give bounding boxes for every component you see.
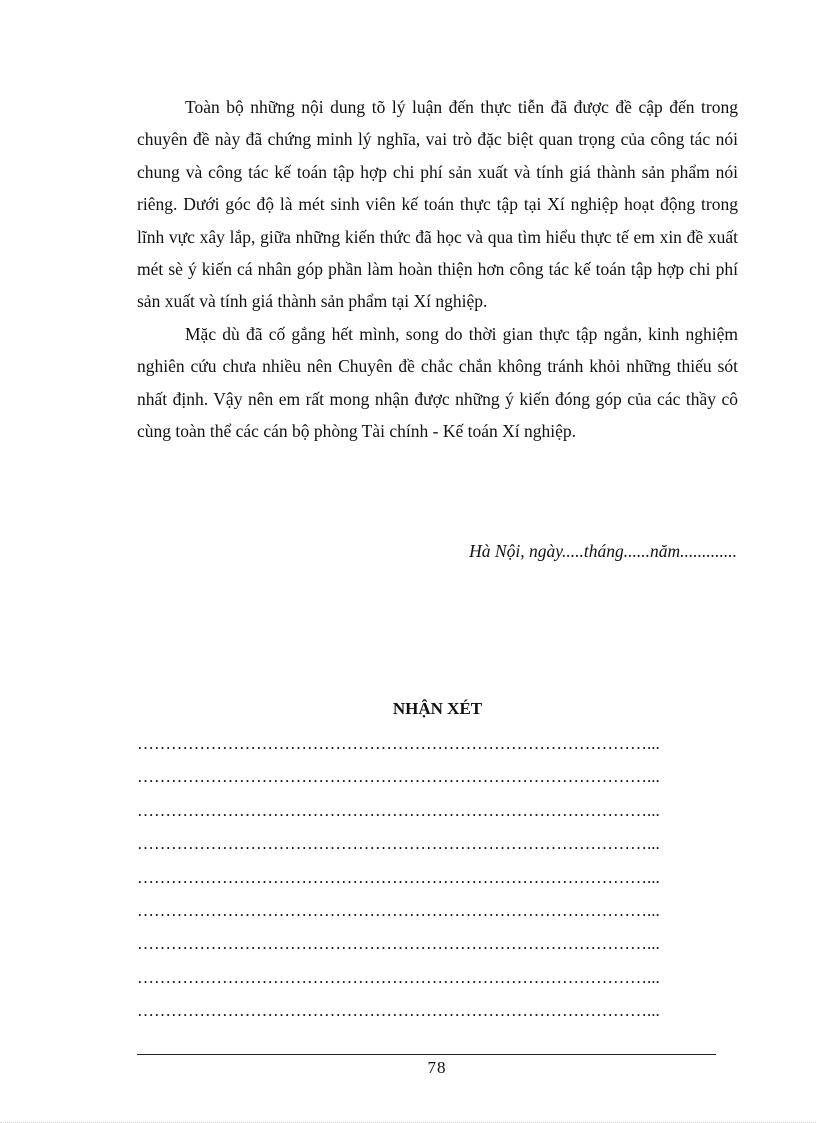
- comment-line: ………………………………………………………………………………...: [137, 800, 660, 820]
- paragraph-conclusion: Toàn bộ những nội dung tõ lý luận đến thực tiễn đã được đề cập đến trong chuyên đề này đã chứng minh lý nghĩa, vai trò đặc biệt quan trọng của công tác nói chung và công tác kế toán tập hợp chi phí sản xuất và tính giá thành sản phẩm nói riêng. Dưới góc độ là mét sinh viên kế toán thực tập tại Xí nghiệp hoạt động trong lĩnh vực xây lắp, giữa những kiến thức đã học và qua tìm hiểu thực tế em xin đề xuất mét sè ý kiến cá nhân góp phần làm hoàn thiện hơn công tác kế toán tập hợp chi phí sản xuất và tính giá thành sản phẩm tại Xí nghiệp.: [137, 97, 738, 312]
- comment-line: ………………………………………………………………………………...: [137, 867, 660, 887]
- body-text: [137, 91, 738, 447]
- comment-line: ………………………………………………………………………………...: [137, 967, 660, 987]
- comment-line: ………………………………………………………………………………...: [137, 934, 660, 954]
- comment-line: ………………………………………………………………………………...: [137, 834, 660, 854]
- paragraph-acknowledgement: Mặc dù đã cố gắng hết mình, song do thời gian thực tập ngắn, kinh nghiệm nghiên cứu chưa nhiều nên Chuyên đề chắc chắn không tránh khỏi những thiếu sót nhất định. Vậy nên em rất mong nhận được những ý kiến đóng góp của các thầy cô cùng toàn thể các cán bộ phòng Tài chính - Kế toán Xí nghiệp.: [137, 323, 738, 442]
- comment-line: ………………………………………………………………………………...: [137, 1001, 660, 1021]
- comment-line: ………………………………………………………………………………...: [137, 734, 660, 753]
- page-number: 78: [427, 1058, 447, 1077]
- section-title: NHẬN XÉT: [392, 699, 483, 718]
- comment-line: ………………………………………………………………………………...: [137, 900, 660, 920]
- comment-lines: [137, 727, 741, 1028]
- signature-date-line: Hà Nội, ngày.....tháng......năm.............: [469, 541, 737, 561]
- comment-line: ………………………………………………………………………………...: [137, 767, 660, 787]
